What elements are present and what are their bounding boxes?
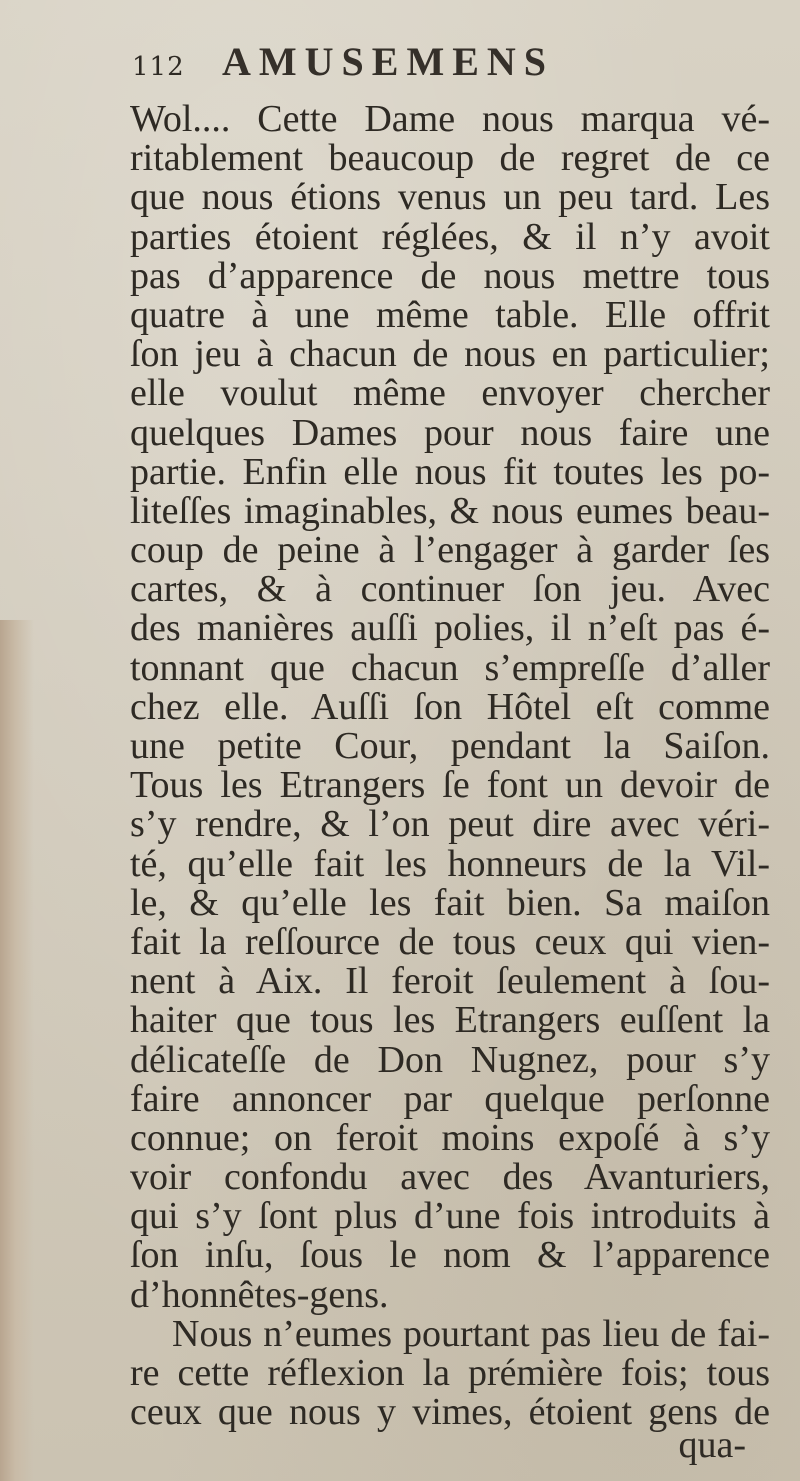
text-line: quatre à une même table. Elle offrit <box>130 293 770 336</box>
text-line: Tous les Etrangers ſe font un devoir de <box>130 764 770 807</box>
text-line: nent à Aix. Il feroit ſeulement à ſou- <box>130 960 770 1003</box>
text-line: des manières auſſi polies, il n’eſt pas é- <box>130 607 770 650</box>
page-header <box>132 38 772 90</box>
text-line: parties étoient réglées, & il n’y avoit <box>130 215 770 258</box>
text-line: elle voulut même envoyer chercher <box>130 372 770 415</box>
text-line: cartes, & à continuer ſon jeu. Avec <box>130 568 770 611</box>
text-line: le, & qu’elle les fait bien. Sa maiſon <box>130 881 770 924</box>
text-line: ſon jeu à chacun de nous en particulier; <box>130 333 770 376</box>
text-line: délicateſſe de Don Nugnez, pour s’y <box>130 1038 770 1081</box>
text-line: pas d’apparence de nous mettre tous <box>130 254 770 297</box>
text-line-paragraph-start: Nous n’eumes pourtant pas lieu de fai- <box>172 1312 770 1355</box>
text-line: s’y rendre, & l’on peut dire avec véri- <box>130 803 770 846</box>
text-line: re cette réflexion la prémière fois; tous <box>130 1352 770 1394</box>
text-line: connue; on feroit moins expoſé à s’y <box>130 1116 770 1159</box>
text-line: qui s’y ſont plus d’une fois introduits à <box>130 1195 770 1238</box>
text-line: ritablement beaucoup de regret de ce <box>130 137 770 180</box>
catchword: qua- <box>678 1424 746 1467</box>
body-text <box>130 100 770 1466</box>
text-line-paragraph-end: d’honnêtes-gens. <box>130 1273 389 1316</box>
text-line: faire annoncer par quelque perſonne <box>130 1077 770 1120</box>
text-line: liteſſes imaginables, & nous eumes beau- <box>130 489 770 532</box>
page-edge-shadow <box>0 620 34 1481</box>
text-line: ſon inſu, ſous le nom & l’apparence <box>130 1234 770 1277</box>
text-line: ceux que nous y vimes, étoient gens de <box>130 1391 770 1434</box>
text-line: chez elle. Auſſi ſon Hôtel eſt comme <box>130 685 770 728</box>
page-number: 112 <box>132 52 185 82</box>
text-line: coup de peine à l’engager à garder ſes <box>130 529 770 572</box>
text-line: haiter que tous les Etrangers euſſent la <box>130 999 770 1042</box>
text-line: voir confondu avec des Avanturiers, <box>130 1156 770 1199</box>
running-title: AMUSEMENS <box>222 39 555 84</box>
text-line: té, qu’elle fait les honneurs de la Vil- <box>130 842 770 885</box>
text-line: quelques Dames pour nous faire une <box>130 411 770 454</box>
text-line: que nous étions venus un peu tard. Les <box>130 176 770 219</box>
text-line: Wol.... Cette Dame nous marqua vé- <box>130 98 770 140</box>
text-line: fait la reſſource de tous ceux qui vien- <box>130 920 770 963</box>
text-line: une petite Cour, pendant la Saiſon. <box>130 725 770 767</box>
text-line: partie. Enfin elle nous fit toutes les po- <box>130 450 770 493</box>
text-line: tonnant que chacun s’empreſſe d’aller <box>130 646 770 689</box>
